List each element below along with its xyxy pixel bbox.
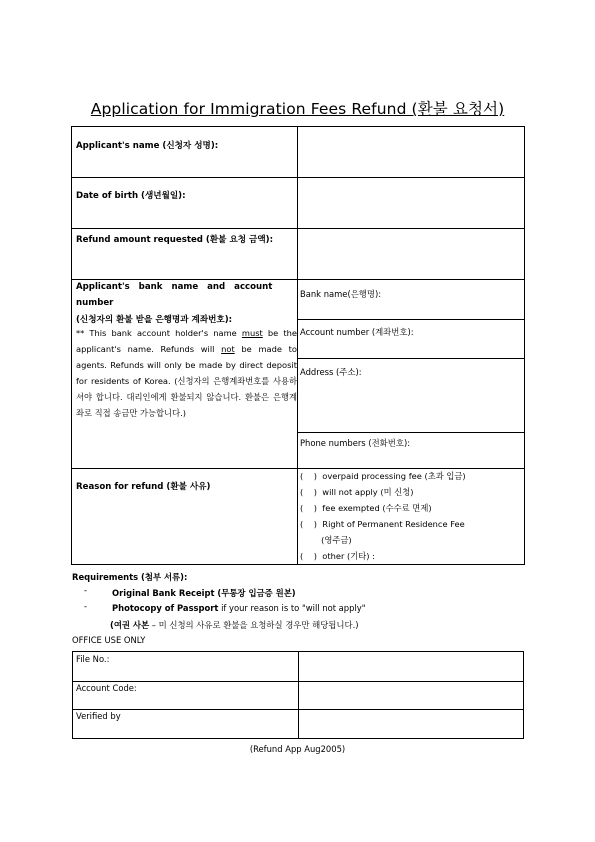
account-number-label: Account number (계좌번호): bbox=[300, 327, 414, 337]
requirement-passport-korean bbox=[110, 619, 359, 631]
bank-label-line2: number bbox=[76, 298, 114, 308]
application-table bbox=[71, 126, 525, 565]
requirement-passport-korean-condition: – 미 신청의 사유로 환불을 요청하실 경우만 해당됩니다.) bbox=[149, 620, 359, 630]
note-text: be the applicant's name. Refunds will bbox=[76, 328, 298, 355]
file-no-label: File No.: bbox=[76, 654, 110, 664]
bank-label-korean: (신청자의 환불 받을 은행명과 계좌번호): bbox=[76, 315, 233, 325]
verified-by-label: Verified by bbox=[76, 711, 121, 721]
row-divider bbox=[297, 319, 524, 320]
requirement-bullet: - bbox=[84, 585, 88, 595]
reason-option: ( ) overpaid processing fee (초과 입금) bbox=[300, 471, 466, 481]
applicant-name-label: Applicant's name (신청자 성명): bbox=[76, 141, 219, 151]
note-text: be made to agents. Refunds will only be made by direct deposit for residents of Korea. (신청자의 은행계좌번호를 사용하셔야 합니다. 대리인에게 환불되지 않습니다. 환불은 은행계좌로 직접 송금만 가능합니다.) bbox=[76, 344, 297, 419]
bank-label-line1: Applicant's bank name and account bbox=[76, 282, 273, 292]
reason-option: ( ) will not apply (미 신청) bbox=[300, 487, 414, 497]
reason-option: ( ) other (기타) : bbox=[300, 551, 375, 561]
account-code-label: Account Code: bbox=[76, 683, 137, 693]
dob-label: Date of birth (생년월일): bbox=[76, 191, 186, 201]
reason-options bbox=[300, 468, 466, 564]
row-divider bbox=[297, 432, 524, 433]
row-divider bbox=[72, 177, 524, 178]
office-use-table bbox=[72, 651, 524, 739]
requirement-bullet: - bbox=[84, 601, 88, 611]
note-emphasis-must: must bbox=[241, 328, 263, 338]
reason-option: ( ) Right of Permanent Residence Fee bbox=[300, 519, 465, 529]
reason-option-continued: (영주금) bbox=[300, 535, 352, 545]
office-use-heading: OFFICE USE ONLY bbox=[72, 635, 146, 645]
row-divider bbox=[72, 228, 524, 229]
note-emphasis-not: not bbox=[221, 344, 235, 355]
requirement-passport-title: Photocopy of Passport bbox=[112, 603, 219, 613]
requirement-passport-korean-title: (여권 사본 bbox=[110, 620, 150, 630]
requirement-passport-condition: if your reason is to "will not apply" bbox=[218, 603, 366, 613]
column-divider bbox=[298, 652, 299, 738]
address-label: Address (주소): bbox=[300, 367, 362, 377]
requirement-bank-receipt: Original Bank Receipt (무통장 입금증 원본) bbox=[112, 588, 296, 598]
note-text: ** This bank account holder's name bbox=[76, 328, 242, 338]
requirements-heading: Requirements (첨부 서류): bbox=[72, 572, 188, 582]
phone-label: Phone numbers (전화번호): bbox=[300, 438, 411, 448]
form-title: Application for Immigration Fees Refund (환불 요청서) bbox=[90, 100, 505, 118]
bank-name-label: Bank name(은행명): bbox=[300, 289, 382, 299]
form-version-footer: (Refund App Aug2005) bbox=[249, 744, 346, 754]
bank-account-note bbox=[76, 325, 297, 422]
reason-label: Reason for refund (환불 사유) bbox=[76, 482, 211, 492]
row-divider bbox=[297, 358, 524, 359]
row-divider bbox=[73, 681, 523, 682]
column-divider bbox=[297, 127, 298, 564]
refund-amount-label: Refund amount requested (환불 요청 금액): bbox=[76, 235, 274, 245]
reason-option: ( ) fee exempted (수수료 면제) bbox=[300, 503, 432, 513]
row-divider bbox=[73, 709, 523, 710]
requirement-passport bbox=[112, 603, 366, 613]
row-divider bbox=[72, 279, 524, 280]
